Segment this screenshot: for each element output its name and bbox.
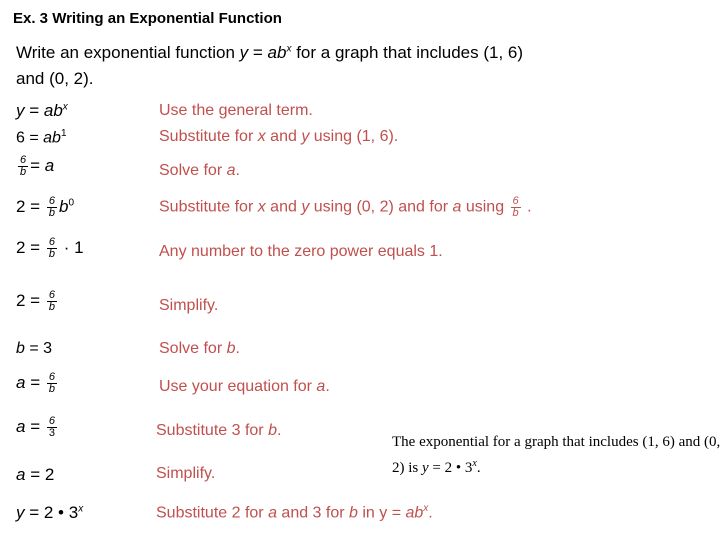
step-6-equation	[16, 290, 59, 313]
eq-rest: = 3	[24, 340, 53, 357]
eq-term: ab	[43, 101, 63, 120]
step-1-explanation: Use the general term.	[159, 102, 313, 119]
eq-var: y	[16, 101, 25, 120]
step-5-explanation: Any number to the zero power equals 1.	[159, 243, 443, 260]
problem-tail: for a graph that includes (1, 6)	[291, 43, 524, 62]
problem-statement	[16, 43, 523, 63]
step-3-equation	[16, 155, 54, 178]
fraction: $\frac{6}{b}$	[20, 154, 27, 178]
eq-var: a	[44, 155, 55, 175]
eq-var: a	[16, 372, 26, 392]
eq-sign: =	[25, 372, 45, 392]
step-7-explanation: Solve for b.	[159, 340, 240, 357]
problem-statement-line2: and (0, 2).	[16, 69, 94, 88]
fraction: $\frac{6}{b}$	[48, 236, 55, 260]
step-10-equation	[16, 465, 54, 485]
eq-var: y	[16, 503, 25, 522]
step-11-equation	[16, 503, 83, 523]
eq-sign: =	[25, 416, 45, 436]
step-7-equation	[16, 340, 52, 358]
eq-exponent: x	[78, 503, 84, 515]
eq-lead: 6 =	[16, 129, 44, 147]
eq-rest: = 2	[25, 465, 55, 484]
eq-sign: =	[30, 155, 45, 175]
step-6-explanation: Simplify.	[159, 297, 219, 314]
fraction: $\frac{6}{3}$	[48, 415, 55, 439]
step-9-equation	[16, 416, 59, 439]
problem-func-exp: x	[286, 43, 292, 55]
step-3-explanation: Solve for a.	[159, 162, 240, 179]
step-9-explanation: Substitute 3 for b.	[156, 422, 282, 439]
problem-func-y: y	[239, 43, 249, 62]
step-4-equation	[16, 196, 74, 219]
eq-lead: 2 =	[16, 196, 45, 216]
eq-exponent: 0	[68, 197, 74, 209]
step-10-explanation: Simplify.	[156, 465, 216, 482]
eq-exponent: 1	[60, 128, 67, 139]
step-2-equation	[16, 128, 67, 147]
eq-rest: = 2 • 3	[24, 503, 79, 522]
step-8-explanation: Use your equation for a.	[159, 378, 330, 395]
eq-var: a	[16, 416, 26, 436]
fraction: $\frac{6}{b}$	[48, 195, 55, 219]
fraction: $\frac{6}{b}$	[512, 195, 519, 219]
eq-lead: 2 =	[16, 290, 45, 310]
step-11-explanation: Substitute 2 for a and 3 for b in $y = ab^x$.	[156, 503, 433, 522]
fraction: $\frac{6}{b}$	[48, 289, 55, 313]
eq-var: a	[16, 465, 26, 484]
page-title: Ex. 3 Writing an Exponential Function	[13, 10, 282, 27]
eq-var: b	[58, 196, 69, 216]
eq-exponent: x	[62, 101, 68, 113]
eq-var: b	[16, 340, 25, 357]
step-2-explanation: Substitute for x and y using (1, 6).	[159, 128, 399, 145]
eq-sign: =	[24, 101, 44, 120]
step-8-equation	[16, 372, 59, 395]
problem-func-b: b	[277, 43, 287, 62]
eq-rest: · 1	[58, 237, 84, 257]
eq-term: ab	[43, 129, 61, 147]
step-1-equation	[16, 101, 68, 121]
problem-func-eq: =	[248, 43, 268, 62]
step-4-explanation: Substitute for x and y using (0, 2) and for a using $\frac{6}{b}$ .	[159, 195, 532, 219]
eq-lead: 2 =	[16, 237, 45, 257]
fraction: $\frac{6}{b}$	[48, 371, 55, 395]
summary-text: The exponential for a graph that includes (1, 6) and (0, 2) is y = 2 • 3$^x$.	[392, 434, 720, 476]
problem-lead: Write an exponential function	[16, 43, 235, 62]
problem-func-a: a	[267, 43, 278, 62]
step-5-equation	[16, 237, 84, 260]
